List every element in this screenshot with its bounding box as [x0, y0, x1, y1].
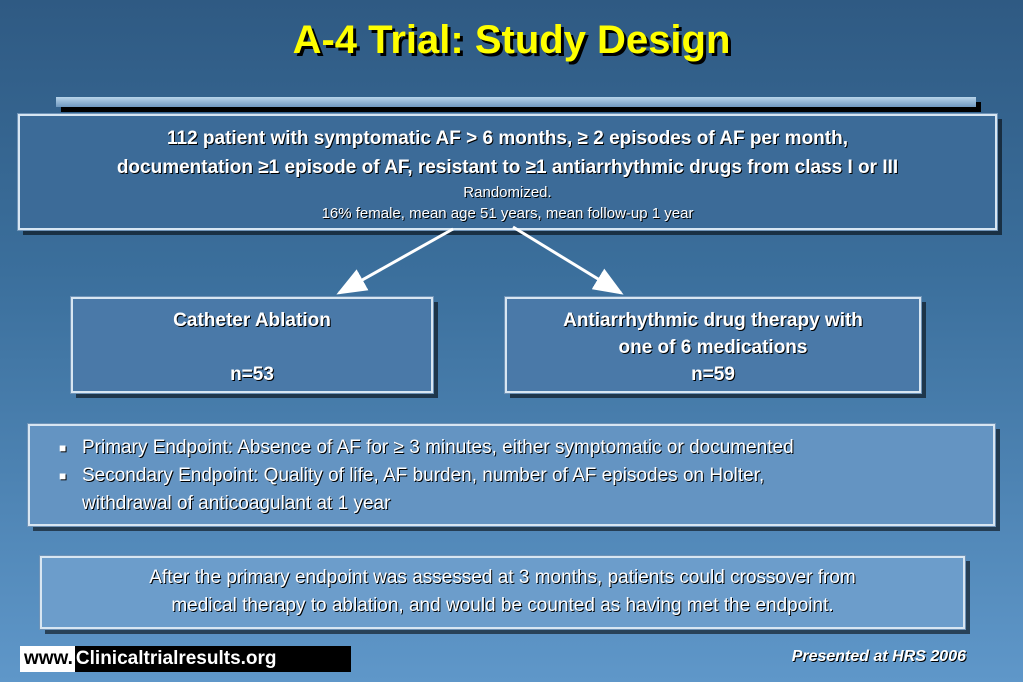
website-www: www.: [20, 646, 75, 672]
presented-at-label: Presented at HRS 2006: [791, 648, 966, 665]
slide-title: A-4 Trial: Study Design: [292, 18, 731, 62]
endpoints-box: [28, 424, 995, 526]
arrow-to-drug-therapy: [513, 227, 621, 293]
arrow-to-ablation: [339, 229, 453, 293]
primary-endpoint-item: [59, 434, 993, 462]
secondary-endpoint-item: [59, 462, 993, 518]
note-line-1: After the primary endpoint was assessed at 3 months, patients could crossover from: [149, 567, 856, 588]
website-link[interactable]: [20, 646, 351, 672]
website-domain: Clinicaltrialresults.org: [75, 648, 277, 669]
bullet-icon: ■: [59, 469, 67, 483]
bullet-icon: ■: [59, 441, 67, 455]
drug-therapy-arm-box: [505, 297, 921, 393]
demographics-line: 16% female, mean age 51 years, mean follow-up 1 year: [321, 205, 694, 222]
secondary-endpoint-line-1: Secondary Endpoint: Quality of life, AF burden, number of AF episodes on Holter,: [82, 465, 765, 486]
note-line-2: medical therapy to ablation, and would be counted as having met the endpoint.: [171, 595, 834, 616]
primary-endpoint-text: Primary Endpoint: Absence of AF for ≥ 3 minutes, either symptomatic or documented: [82, 437, 794, 458]
crossover-note-box: [40, 556, 965, 629]
spacer: [73, 334, 431, 361]
drug-arm-label-line-1: Antiarrhythmic drug therapy with: [563, 310, 863, 331]
drug-arm-label-line-2: one of 6 medications: [618, 337, 808, 358]
secondary-endpoint-line-2: withdrawal of anticoagulant at 1 year: [82, 493, 391, 514]
ablation-arm-n: n=53: [230, 364, 274, 385]
ablation-arm-box: [71, 297, 433, 393]
ablation-arm-label: Catheter Ablation: [173, 310, 331, 331]
population-line-1: 112 patient with symptomatic AF > 6 months, ≥ 2 episodes of AF per month,: [167, 128, 848, 149]
drug-arm-n: n=59: [691, 364, 735, 385]
randomized-label: Randomized.: [463, 184, 552, 201]
population-line-2: documentation ≥1 episode of AF, resistant to ≥1 antiarrhythmic drugs from class I or III: [116, 157, 899, 178]
